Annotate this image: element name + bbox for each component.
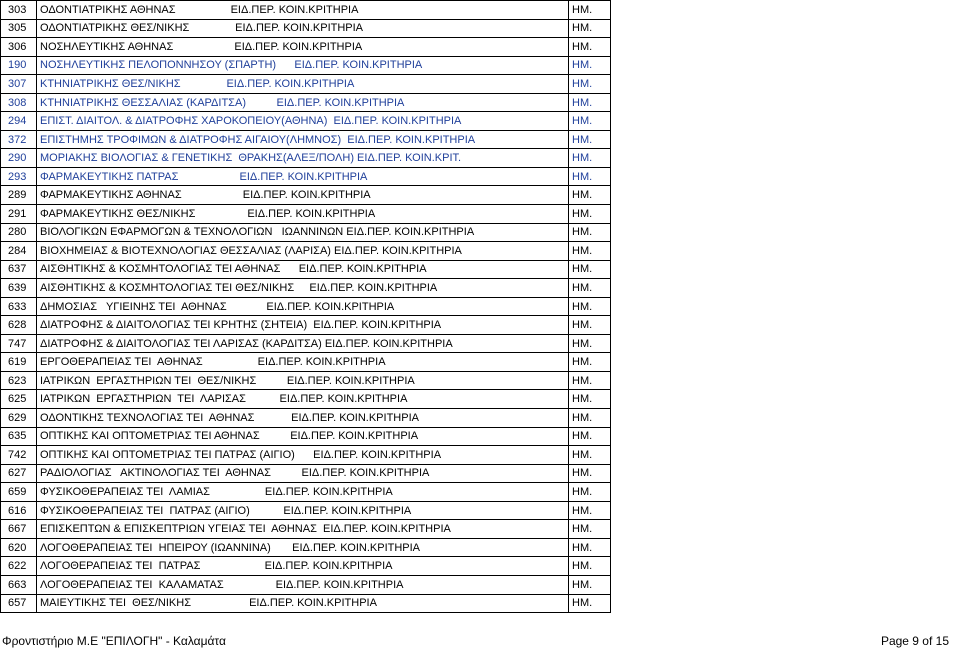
row-unit: ΗΜ. (569, 371, 611, 390)
row-code: 289 (1, 186, 37, 205)
row-program-name: ΛΟΓΟΘΕΡΑΠΕΙΑΣ ΤΕΙ ΗΠΕΙΡΟΥ (ΙΩΑΝΝΙΝΑ) ΕΙΔ.ΠΕΡ. ΚΟΙΝ.ΚΡΙΤΗΡΙΑ (37, 538, 569, 557)
row-program-name: ΟΔΟΝΤΙΚΗΣ ΤΕΧΝΟΛΟΓΙΑΣ ΤΕΙ ΑΘΗΝΑΣ ΕΙΔ.ΠΕΡ. ΚΟΙΝ.ΚΡΙΤΗΡΙΑ (37, 409, 569, 428)
row-code: 623 (1, 371, 37, 390)
row-program-name: ΔΙΑΤΡΟΦΗΣ & ΔΙΑΙΤΟΛΟΓΙΑΣ ΤΕΙ ΛΑΡΙΣΑΣ (ΚΑΡΔΙΤΣΑ) ΕΙΔ.ΠΕΡ. ΚΟΙΝ.ΚΡΙΤΗΡΙΑ (37, 334, 569, 353)
row-program-name: ΔΗΜΟΣΙΑΣ ΥΓΙΕΙΝΗΣ ΤΕΙ ΑΘΗΝΑΣ ΕΙΔ.ΠΕΡ. ΚΟΙΝ.ΚΡΙΤΗΡΙΑ (37, 297, 569, 316)
row-code: 372 (1, 130, 37, 149)
table-row (1, 316, 611, 335)
table-row (1, 130, 611, 149)
row-code: 637 (1, 260, 37, 279)
row-unit: ΗΜ. (569, 334, 611, 353)
row-code: 291 (1, 205, 37, 224)
row-code: 306 (1, 38, 37, 57)
table-row (1, 38, 611, 57)
row-code: 627 (1, 464, 37, 483)
row-code: 639 (1, 279, 37, 298)
row-unit: ΗΜ. (569, 1, 611, 20)
table-row (1, 427, 611, 446)
row-program-name: ΕΠΙΣΤΗΜΗΣ ΤΡΟΦΙΜΩΝ & ΔΙΑΤΡΟΦΗΣ ΑΙΓΑΙΟΥ(ΛΗΜΝΟΣ) ΕΙΔ.ΠΕΡ. ΚΟΙΝ.ΚΡΙΤΗΡΙΑ (37, 130, 569, 149)
row-code: 308 (1, 93, 37, 112)
row-program-name: ΙΑΤΡΙΚΩΝ ΕΡΓΑΣΤΗΡΙΩΝ ΤΕΙ ΛΑΡΙΣΑΣ ΕΙΔ.ΠΕΡ. ΚΟΙΝ.ΚΡΙΤΗΡΙΑ (37, 390, 569, 409)
row-unit: ΗΜ. (569, 223, 611, 242)
row-unit: ΗΜ. (569, 464, 611, 483)
row-program-name: ΒΙΟΛΟΓΙΚΩΝ ΕΦΑΡΜΟΓΩΝ & ΤΕΧΝΟΛΟΓΙΩΝ ΙΩΑΝΝΙΝΩΝ ΕΙΔ.ΠΕΡ. ΚΟΙΝ.ΚΡΙΤΗΡΙΑ (37, 223, 569, 242)
row-program-name: ΕΡΓΟΘΕΡΑΠΕΙΑΣ ΤΕΙ ΑΘΗΝΑΣ ΕΙΔ.ΠΕΡ. ΚΟΙΝ.ΚΡΙΤΗΡΙΑ (37, 353, 569, 372)
table-row (1, 557, 611, 576)
table-row (1, 112, 611, 131)
row-code: 620 (1, 538, 37, 557)
table-row (1, 75, 611, 94)
row-code: 657 (1, 594, 37, 613)
row-code: 667 (1, 520, 37, 539)
table-row (1, 464, 611, 483)
row-program-name: ΒΙΟΧΗΜΕΙΑΣ & ΒΙΟΤΕΧΝΟΛΟΓΙΑΣ ΘΕΣΣΑΛΙΑΣ (ΛΑΡΙΣΑ) ΕΙΔ.ΠΕΡ. ΚΟΙΝ.ΚΡΙΤΗΡΙΑ (37, 242, 569, 261)
table-row (1, 205, 611, 224)
row-code: 305 (1, 19, 37, 38)
row-unit: ΗΜ. (569, 75, 611, 94)
row-unit: ΗΜ. (569, 594, 611, 613)
row-program-name: ΑΙΣΘΗΤΙΚΗΣ & ΚΟΣΜΗΤΟΛΟΓΙΑΣ ΤΕΙ ΘΕΣ/ΝΙΚΗΣ ΕΙΔ.ΠΕΡ. ΚΟΙΝ.ΚΡΙΤΗΡΙΑ (37, 279, 569, 298)
row-unit: ΗΜ. (569, 483, 611, 502)
table-row (1, 409, 611, 428)
table-row (1, 297, 611, 316)
table-row (1, 167, 611, 186)
row-unit: ΗΜ. (569, 427, 611, 446)
table-row (1, 1, 611, 20)
row-program-name: ΛΟΓΟΘΕΡΑΠΕΙΑΣ ΤΕΙ ΠΑΤΡΑΣ ΕΙΔ.ΠΕΡ. ΚΟΙΝ.ΚΡΙΤΗΡΙΑ (37, 557, 569, 576)
row-code: 629 (1, 409, 37, 428)
table-row (1, 575, 611, 594)
row-program-name: ΛΟΓΟΘΕΡΑΠΕΙΑΣ ΤΕΙ ΚΑΛΑΜΑΤΑΣ ΕΙΔ.ΠΕΡ. ΚΟΙΝ.ΚΡΙΤΗΡΙΑ (37, 575, 569, 594)
table-row (1, 594, 611, 613)
row-program-name: ΦΥΣΙΚΟΘΕΡΑΠΕΙΑΣ ΤΕΙ ΛΑΜΙΑΣ ΕΙΔ.ΠΕΡ. ΚΟΙΝ.ΚΡΙΤΗΡΙΑ (37, 483, 569, 502)
row-code: 290 (1, 149, 37, 168)
row-code: 616 (1, 501, 37, 520)
footer-page-number: Page 9 of 15 (880, 634, 949, 648)
row-code: 628 (1, 316, 37, 335)
table-row (1, 149, 611, 168)
row-program-name: ΜΟΡΙΑΚΗΣ ΒΙΟΛΟΓΙΑΣ & ΓΕΝΕΤΙΚΗΣ ΘΡΑΚΗΣ(ΑΛΕΞ/ΠΟΛΗ) ΕΙΔ.ΠΕΡ. ΚΟΙΝ.ΚΡΙΤ. (37, 149, 569, 168)
row-code: 303 (1, 1, 37, 20)
table-row (1, 520, 611, 539)
row-unit: ΗΜ. (569, 390, 611, 409)
row-unit: ΗΜ. (569, 19, 611, 38)
row-unit: ΗΜ. (569, 149, 611, 168)
table-row (1, 93, 611, 112)
programs-table-body (1, 1, 611, 613)
row-unit: ΗΜ. (569, 557, 611, 576)
row-code: 294 (1, 112, 37, 131)
row-program-name: ΟΔΟΝΤΙΑΤΡΙΚΗΣ ΘΕΣ/ΝΙΚΗΣ ΕΙΔ.ΠΕΡ. ΚΟΙΝ.ΚΡΙΤΗΡΙΑ (37, 19, 569, 38)
row-program-name: ΙΑΤΡΙΚΩΝ ΕΡΓΑΣΤΗΡΙΩΝ ΤΕΙ ΘΕΣ/ΝΙΚΗΣ ΕΙΔ.ΠΕΡ. ΚΟΙΝ.ΚΡΙΤΗΡΙΑ (37, 371, 569, 390)
row-program-name: ΚΤΗΝΙΑΤΡΙΚΗΣ ΘΕΣ/ΝΙΚΗΣ ΕΙΔ.ΠΕΡ. ΚΟΙΝ.ΚΡΙΤΗΡΙΑ (37, 75, 569, 94)
table-row (1, 186, 611, 205)
row-program-name: ΦΥΣΙΚΟΘΕΡΑΠΕΙΑΣ ΤΕΙ ΠΑΤΡΑΣ (ΑΙΓΙΟ) ΕΙΔ.ΠΕΡ. ΚΟΙΝ.ΚΡΙΤΗΡΙΑ (37, 501, 569, 520)
row-unit: ΗΜ. (569, 112, 611, 131)
table-row (1, 260, 611, 279)
row-unit: ΗΜ. (569, 167, 611, 186)
row-code: 663 (1, 575, 37, 594)
row-unit: ΗΜ. (569, 501, 611, 520)
row-unit: ΗΜ. (569, 316, 611, 335)
table-row (1, 538, 611, 557)
row-code: 747 (1, 334, 37, 353)
footer-publisher: Φροντιστήριο Μ.Ε "ΕΠΙΛΟΓΗ" - Καλαμάτα (2, 634, 226, 648)
row-code: 280 (1, 223, 37, 242)
table-row (1, 56, 611, 75)
row-code: 307 (1, 75, 37, 94)
row-unit: ΗΜ. (569, 279, 611, 298)
row-code: 625 (1, 390, 37, 409)
table-row (1, 446, 611, 465)
row-program-name: ΝΟΣΗΛΕΥΤΙΚΗΣ ΑΘΗΝΑΣ ΕΙΔ.ΠΕΡ. ΚΟΙΝ.ΚΡΙΤΗΡΙΑ (37, 38, 569, 57)
row-code: 635 (1, 427, 37, 446)
row-unit: ΗΜ. (569, 56, 611, 75)
row-program-name: ΦΑΡΜΑΚΕΥΤΙΚΗΣ ΑΘΗΝΑΣ ΕΙΔ.ΠΕΡ. ΚΟΙΝ.ΚΡΙΤΗΡΙΑ (37, 186, 569, 205)
table-row (1, 334, 611, 353)
row-program-name: ΕΠΙΣΤ. ΔΙΑΙΤΟΛ. & ΔΙΑΤΡΟΦΗΣ ΧΑΡΟΚΟΠΕΙΟΥ(ΑΘΗΝΑ) ΕΙΔ.ΠΕΡ. ΚΟΙΝ.ΚΡΙΤΗΡΙΑ (37, 112, 569, 131)
row-program-name: ΕΠΙΣΚΕΠΤΩΝ & ΕΠΙΣΚΕΠΤΡΙΩΝ ΥΓΕΙΑΣ ΤΕΙ ΑΘΗΝΑΣ ΕΙΔ.ΠΕΡ. ΚΟΙΝ.ΚΡΙΤΗΡΙΑ (37, 520, 569, 539)
row-unit: ΗΜ. (569, 538, 611, 557)
row-program-name: ΦΑΡΜΑΚΕΥΤΙΚΗΣ ΠΑΤΡΑΣ ΕΙΔ.ΠΕΡ. ΚΟΙΝ.ΚΡΙΤΗΡΙΑ (37, 167, 569, 186)
table-row (1, 371, 611, 390)
row-program-name: ΟΠΤΙΚΗΣ ΚΑΙ ΟΠΤΟΜΕΤΡΙΑΣ ΤΕΙ ΑΘΗΝΑΣ ΕΙΔ.ΠΕΡ. ΚΟΙΝ.ΚΡΙΤΗΡΙΑ (37, 427, 569, 446)
row-unit: ΗΜ. (569, 130, 611, 149)
table-row (1, 242, 611, 261)
row-program-name: ΑΙΣΘΗΤΙΚΗΣ & ΚΟΣΜΗΤΟΛΟΓΙΑΣ ΤΕΙ ΑΘΗΝΑΣ ΕΙΔ.ΠΕΡ. ΚΟΙΝ.ΚΡΙΤΗΡΙΑ (37, 260, 569, 279)
row-unit: ΗΜ. (569, 575, 611, 594)
row-program-name: ΜΑΙΕΥΤΙΚΗΣ ΤΕΙ ΘΕΣ/ΝΙΚΗΣ ΕΙΔ.ΠΕΡ. ΚΟΙΝ.ΚΡΙΤΗΡΙΑ (37, 594, 569, 613)
row-unit: ΗΜ. (569, 520, 611, 539)
table-row (1, 353, 611, 372)
table-row (1, 223, 611, 242)
row-code: 622 (1, 557, 37, 576)
row-code: 659 (1, 483, 37, 502)
row-unit: ΗΜ. (569, 93, 611, 112)
table-row (1, 483, 611, 502)
table-row (1, 390, 611, 409)
row-program-name: ΝΟΣΗΛΕΥΤΙΚΗΣ ΠΕΛΟΠΟΝΝΗΣΟΥ (ΣΠΑΡΤΗ) ΕΙΔ.ΠΕΡ. ΚΟΙΝ.ΚΡΙΤΗΡΙΑ (37, 56, 569, 75)
table-row (1, 279, 611, 298)
row-program-name: ΦΑΡΜΑΚΕΥΤΙΚΗΣ ΘΕΣ/ΝΙΚΗΣ ΕΙΔ.ΠΕΡ. ΚΟΙΝ.ΚΡΙΤΗΡΙΑ (37, 205, 569, 224)
row-unit: ΗΜ. (569, 297, 611, 316)
row-program-name: ΟΔΟΝΤΙΑΤΡΙΚΗΣ ΑΘΗΝΑΣ ΕΙΔ.ΠΕΡ. ΚΟΙΝ.ΚΡΙΤΗΡΙΑ (37, 1, 569, 20)
row-program-name: ΡΑΔΙΟΛΟΓΙΑΣ ΑΚΤΙΝΟΛΟΓΙΑΣ ΤΕΙ ΑΘΗΝΑΣ ΕΙΔ.ΠΕΡ. ΚΟΙΝ.ΚΡΙΤΗΡΙΑ (37, 464, 569, 483)
row-unit: ΗΜ. (569, 353, 611, 372)
row-program-name: ΚΤΗΝΙΑΤΡΙΚΗΣ ΘΕΣΣΑΛΙΑΣ (ΚΑΡΔΙΤΣΑ) ΕΙΔ.ΠΕΡ. ΚΟΙΝ.ΚΡΙΤΗΡΙΑ (37, 93, 569, 112)
table-row (1, 19, 611, 38)
row-code: 619 (1, 353, 37, 372)
row-unit: ΗΜ. (569, 446, 611, 465)
row-code: 633 (1, 297, 37, 316)
row-unit: ΗΜ. (569, 205, 611, 224)
row-code: 293 (1, 167, 37, 186)
row-unit: ΗΜ. (569, 186, 611, 205)
row-code: 190 (1, 56, 37, 75)
row-unit: ΗΜ. (569, 242, 611, 261)
row-code: 742 (1, 446, 37, 465)
table-row (1, 501, 611, 520)
row-unit: ΗΜ. (569, 409, 611, 428)
row-unit: ΗΜ. (569, 38, 611, 57)
row-program-name: ΔΙΑΤΡΟΦΗΣ & ΔΙΑΙΤΟΛΟΓΙΑΣ ΤΕΙ ΚΡΗΤΗΣ (ΣΗΤΕΙΑ) ΕΙΔ.ΠΕΡ. ΚΟΙΝ.ΚΡΙΤΗΡΙΑ (37, 316, 569, 335)
row-unit: ΗΜ. (569, 260, 611, 279)
row-code: 284 (1, 242, 37, 261)
row-program-name: ΟΠΤΙΚΗΣ ΚΑΙ ΟΠΤΟΜΕΤΡΙΑΣ ΤΕΙ ΠΑΤΡΑΣ (ΑΙΓΙΟ) ΕΙΔ.ΠΕΡ. ΚΟΙΝ.ΚΡΙΤΗΡΙΑ (37, 446, 569, 465)
